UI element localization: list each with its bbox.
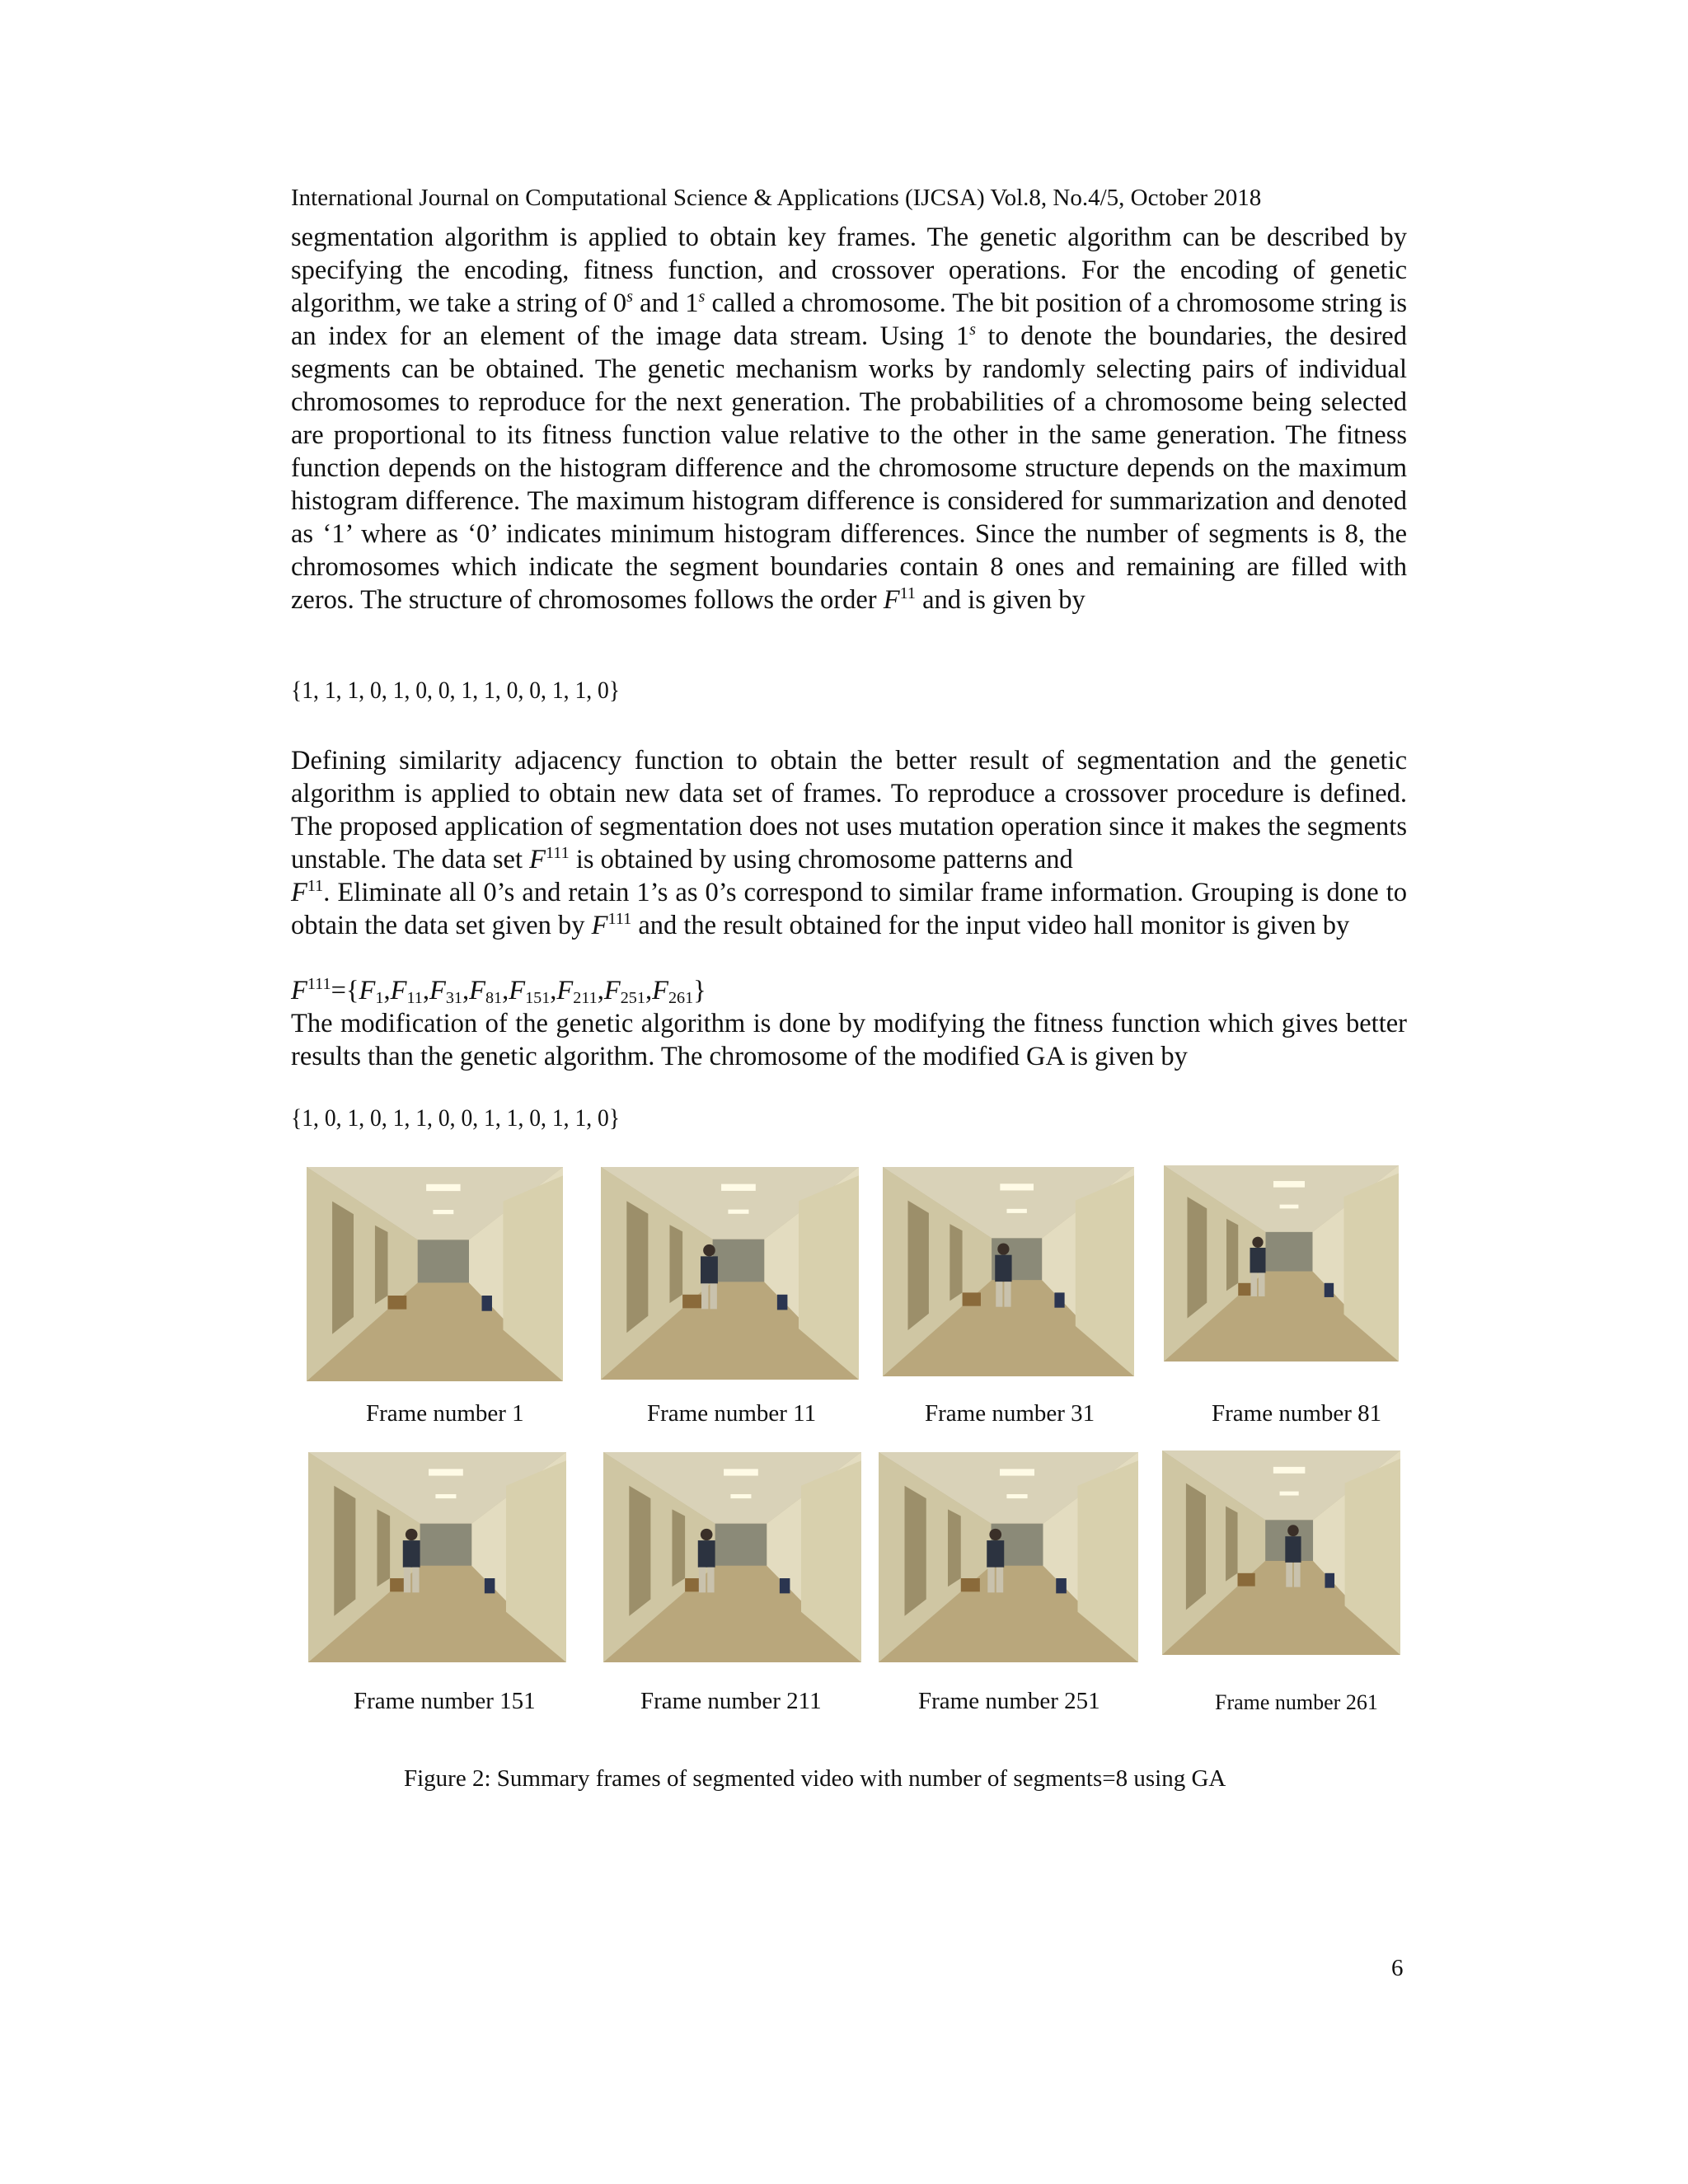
frame-caption: Frame number 11: [647, 1400, 817, 1427]
frame-caption: Frame number 31: [925, 1400, 1095, 1427]
video-frame-thumbnail: [883, 1167, 1134, 1376]
frame-caption: Frame number 81: [1212, 1400, 1382, 1427]
frame-caption: Frame number 211: [640, 1688, 822, 1714]
video-frame-thumbnail: [308, 1452, 566, 1662]
video-frame-thumbnail: [879, 1452, 1138, 1662]
video-frame-thumbnail: [1164, 1165, 1399, 1361]
paragraph-crossover: Defining similarity adjacency function to obtain the better result of segmentation and the genetic algorithm is applied to obtain new data set of frames. To reproduce a crossover procedure is defined. The proposed application of segmentation does not uses mutation operation since it makes the segments unstable. The data set $F^{111}$ is obtained by using chromosome patterns and $F^{11}$. Eliminate all 0’s and retain 1’s as 0’s correspond to similar frame information. Grouping is done to obtain the data set given by $F^{111}$ and the result obtained for the input video hall monitor is given by: [291, 746, 1407, 940]
paragraph-modified-ga: The modification of the genetic algorithm is done by modifying the fitness function which gives better results than the genetic algorithm. The chromosome of the modified GA is given by: [291, 1009, 1407, 1071]
figure-caption: Figure 2: Summary frames of segmented video with number of segments=8 using GA: [404, 1765, 1226, 1792]
chromosome-sequence-ga: {1, 1, 1, 0, 1, 0, 0, 1, 1, 0, 0, 1, 1, 0}: [291, 677, 621, 704]
video-frame-thumbnail: [1162, 1451, 1400, 1655]
frame-caption: Frame number 151: [354, 1688, 536, 1714]
frame-set-equation: $F^{111}=\{F_1,F_{11},F_{31},F_{81},F_{151},F_{211},F_{251},F_{261}\}$: [291, 974, 706, 1008]
frame-caption: Frame number 1: [366, 1400, 524, 1427]
paragraph-genetic-encoding: segmentation algorithm is applied to obtain key frames. The genetic algorithm can be described by specifying the encoding, fitness function, and crossover operations. For the encoding of genetic algorithm, we take a string of 0$^s$ and 1$^s$ called a chromosome. The bit position of a chromosome string is an index for an element of the image data stream. Using 1$^s$ to denote the boundaries, the desired segments can be obtained. The genetic mechanism works by randomly selecting pairs of individual chromosomes to reproduce for the next generation. The probabilities of a chromosome being selected are proportional to its fitness function value relative to the other in the same generation. The fitness function depends on the histogram difference and the chromosome structure depends on the maximum histogram difference. The maximum histogram difference is considered for summarization and denoted as ‘1’ where as ‘0’ indicates minimum histogram differences. Since the number of segments is 8, the chromosomes which indicate the segment boundaries contain 8 ones and remaining are filled with zeros. The structure of chromosomes follows the order $F^{11}$ and is given by: [291, 223, 1407, 615]
page-number: 6: [1391, 1955, 1404, 1981]
video-frame-thumbnail: [603, 1452, 861, 1662]
journal-header: International Journal on Computational Science & Applications (IJCSA) Vol.8, No.4/5, October 2018: [291, 185, 1262, 211]
video-frame-thumbnail: [307, 1167, 563, 1381]
video-frame-thumbnail: [601, 1167, 859, 1380]
chromosome-sequence-modified-ga: {1, 0, 1, 0, 1, 1, 0, 0, 1, 1, 0, 1, 1, 0}: [291, 1104, 621, 1132]
frame-caption: Frame number 251: [918, 1688, 1100, 1714]
frame-caption: Frame number 261: [1215, 1690, 1378, 1714]
